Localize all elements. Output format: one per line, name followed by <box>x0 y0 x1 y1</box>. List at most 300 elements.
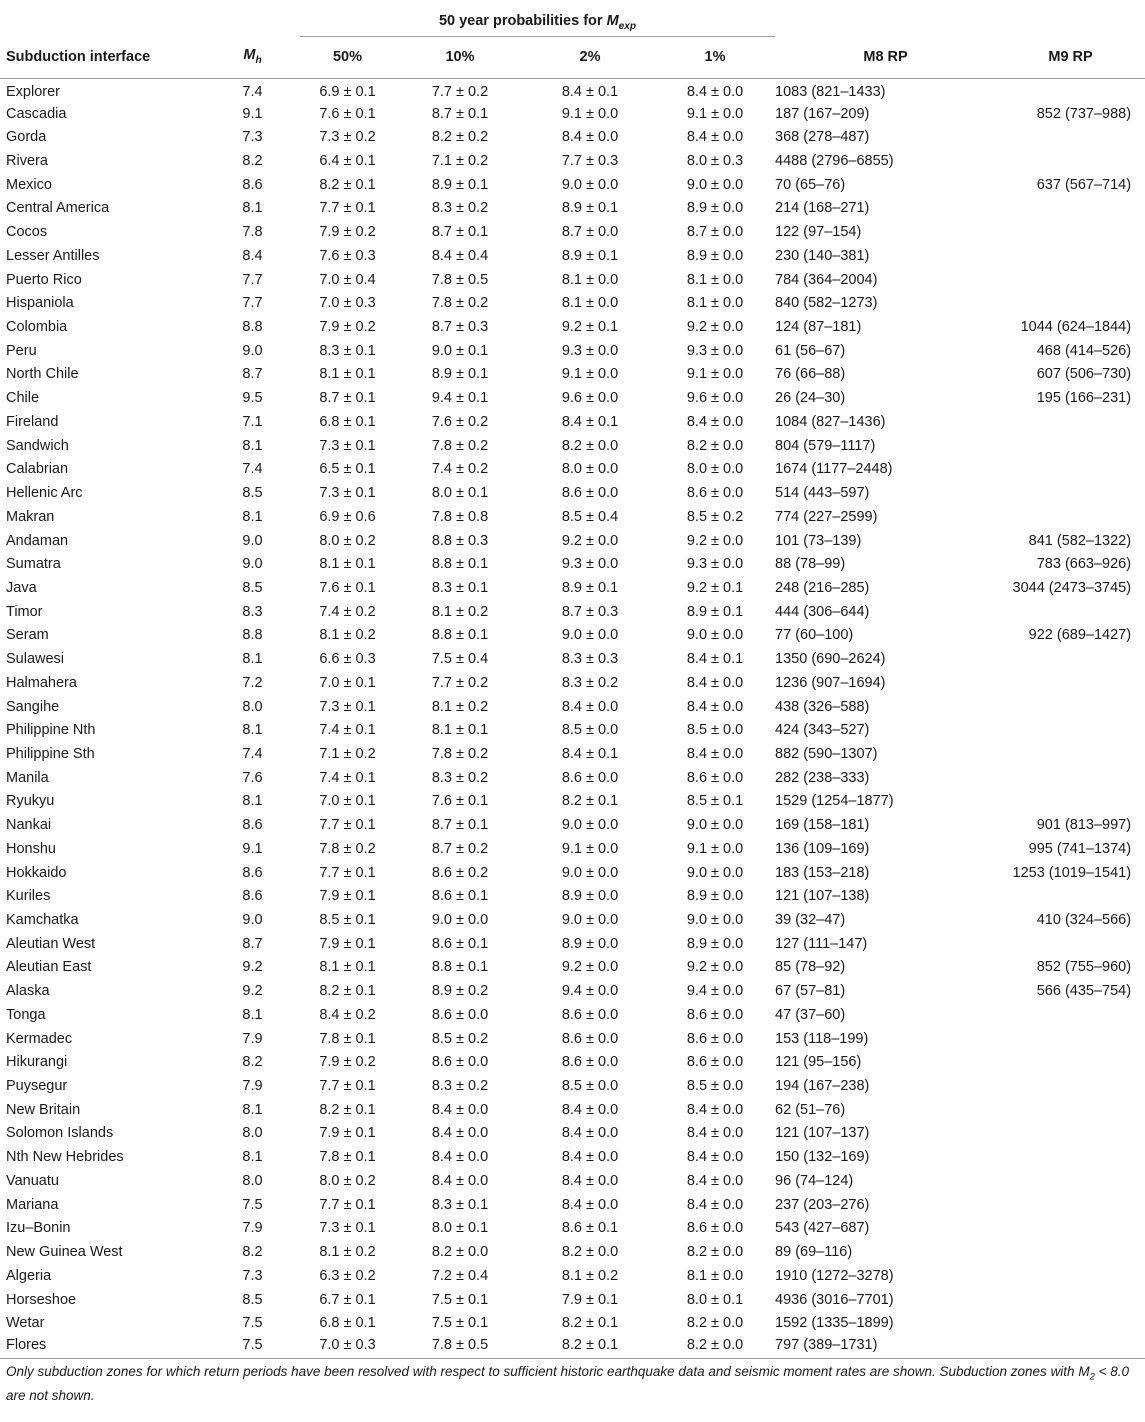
cell-m8-rp: 121 (107–138) <box>775 888 870 905</box>
cell-p2 <box>525 291 655 315</box>
cell-p50 <box>300 884 395 908</box>
cell-p10 <box>395 908 525 932</box>
cell-p1 <box>655 78 775 102</box>
cell-p50 <box>300 1264 395 1288</box>
col-header-p10: 10% <box>395 36 525 78</box>
plus-minus: ± <box>586 793 594 810</box>
value: 8.4 <box>431 1101 453 1118</box>
table-row <box>0 125 1145 149</box>
plus-minus: ± <box>343 532 352 549</box>
uncertainty: 0.0 <box>597 1125 619 1142</box>
plus-minus: ± <box>343 390 352 407</box>
cell-p2 <box>525 1145 655 1169</box>
uncertainty: 0.1 <box>355 1196 376 1213</box>
plus-minus: ± <box>586 674 594 691</box>
cell-interface: Halmahera <box>6 674 77 691</box>
uncertainty: 0.0 <box>467 1006 489 1023</box>
plus-minus: ± <box>343 366 352 383</box>
uncertainty: 0.0 <box>597 390 619 407</box>
plus-minus: ± <box>711 176 719 193</box>
cell-p2 <box>525 78 655 102</box>
value: 9.0 <box>561 627 583 644</box>
uncertainty: 0.0 <box>723 840 744 857</box>
table-row <box>0 766 1145 790</box>
plus-minus: ± <box>586 769 594 786</box>
cell-p10 <box>395 1122 525 1146</box>
value: 7.2 <box>431 1267 453 1284</box>
value: 8.0 <box>686 461 708 478</box>
plus-minus: ± <box>586 840 594 857</box>
uncertainty: 0.2 <box>597 674 619 691</box>
uncertainty: 0.0 <box>723 105 744 122</box>
plus-minus: ± <box>711 342 719 359</box>
plus-minus: ± <box>343 1101 352 1118</box>
table-row <box>0 102 1145 126</box>
value: 7.8 <box>319 840 340 857</box>
plus-minus: ± <box>343 508 352 525</box>
cell-p50 <box>300 529 395 553</box>
plus-minus: ± <box>343 342 352 359</box>
table-row <box>0 434 1145 458</box>
table-row <box>0 790 1145 814</box>
cell-p10 <box>395 552 525 576</box>
table-row <box>0 1122 1145 1146</box>
uncertainty: 0.0 <box>597 1196 619 1213</box>
plus-minus: ± <box>586 864 594 881</box>
cell-m8-rp: 1236 (907–1694) <box>775 674 886 691</box>
value: 8.5 <box>686 508 708 525</box>
uncertainty: 0.2 <box>467 674 489 691</box>
table-row <box>0 197 1145 221</box>
cell-p2 <box>525 908 655 932</box>
plus-minus: ± <box>586 722 594 739</box>
uncertainty: 0.2 <box>355 1172 376 1189</box>
cell-p10 <box>395 1217 525 1241</box>
uncertainty: 0.1 <box>355 413 376 430</box>
cell-p50 <box>300 1098 395 1122</box>
cell-m9-rp <box>995 244 1145 268</box>
plus-minus: ± <box>456 627 464 644</box>
value: 7.9 <box>319 1054 340 1071</box>
plus-minus: ± <box>456 912 464 929</box>
uncertainty: 0.0 <box>723 319 744 336</box>
plus-minus: ± <box>711 295 719 312</box>
plus-minus: ± <box>456 105 464 122</box>
value: 6.9 <box>319 508 340 525</box>
plus-minus: ± <box>586 1291 594 1308</box>
cell-p1 <box>655 173 775 197</box>
uncertainty: 0.1 <box>355 769 376 786</box>
value: 8.5 <box>561 722 583 739</box>
cell-p50 <box>300 1193 395 1217</box>
cell-p2 <box>525 600 655 624</box>
table-row <box>0 315 1145 339</box>
plus-minus: ± <box>343 224 352 241</box>
cell-interface: Sangihe <box>6 698 60 715</box>
plus-minus: ± <box>586 1315 594 1332</box>
uncertainty: 0.1 <box>355 935 376 952</box>
value: 8.8 <box>431 627 453 644</box>
cell-p2 <box>525 125 655 149</box>
value: 8.7 <box>561 603 583 620</box>
cell-p50 <box>300 1288 395 1312</box>
cell-m9-rp: 468 (414–526) <box>1036 342 1132 359</box>
cell-p50 <box>300 647 395 671</box>
plus-minus: ± <box>711 1196 719 1213</box>
uncertainty: 0.1 <box>467 176 489 193</box>
cell-p10 <box>395 600 525 624</box>
value: 7.0 <box>319 1336 340 1353</box>
table-row <box>0 1193 1145 1217</box>
cell-mh: 8.1 <box>242 437 263 454</box>
cell-interface: North Chile <box>6 366 79 383</box>
uncertainty: 0.0 <box>723 769 744 786</box>
uncertainty: 0.1 <box>355 912 376 929</box>
cell-m8-rp: 77 (60–100) <box>775 627 854 644</box>
uncertainty: 0.4 <box>597 508 619 525</box>
cell-p1 <box>655 1311 775 1335</box>
value: 8.9 <box>431 176 453 193</box>
plus-minus: ± <box>711 1291 719 1308</box>
plus-minus: ± <box>456 437 464 454</box>
uncertainty: 0.1 <box>597 793 619 810</box>
cell-p10 <box>395 695 525 719</box>
value: 9.0 <box>686 627 708 644</box>
uncertainty: 0.0 <box>723 959 744 976</box>
cell-mh: 7.4 <box>242 84 263 101</box>
value: 7.9 <box>319 319 340 336</box>
value: 8.7 <box>561 224 583 241</box>
plus-minus: ± <box>343 817 352 834</box>
uncertainty: 0.1 <box>355 461 376 478</box>
value: 8.4 <box>686 84 708 101</box>
cell-m9-rp <box>995 1145 1145 1169</box>
uncertainty: 0.0 <box>597 959 619 976</box>
cell-m9-rp <box>995 1003 1145 1027</box>
uncertainty: 0.0 <box>597 532 619 549</box>
uncertainty: 0.3 <box>597 651 619 668</box>
value: 8.4 <box>686 745 708 762</box>
plus-minus: ± <box>343 200 352 217</box>
table-row <box>0 1003 1145 1027</box>
group-header-symbol-sub: exp <box>618 20 637 32</box>
cell-m9-rp <box>995 671 1145 695</box>
uncertainty: 0.2 <box>467 153 489 170</box>
uncertainty: 0.0 <box>467 1125 489 1142</box>
value: 7.5 <box>431 1291 453 1308</box>
value: 9.3 <box>686 556 708 573</box>
uncertainty: 0.1 <box>467 817 489 834</box>
cell-m8-rp: 1083 (821–1433) <box>775 84 886 101</box>
table-row <box>0 1098 1145 1122</box>
cell-interface: Vanuatu <box>6 1172 59 1189</box>
cell-interface: Nankai <box>6 817 52 834</box>
value: 8.5 <box>431 1030 453 1047</box>
cell-interface: Puerto Rico <box>6 271 82 288</box>
cell-p1 <box>655 1240 775 1264</box>
cell-m9-rp <box>995 197 1145 221</box>
uncertainty: 0.8 <box>467 508 489 525</box>
cell-interface: Hikurangi <box>6 1054 68 1071</box>
value: 8.5 <box>319 912 340 929</box>
plus-minus: ± <box>456 295 464 312</box>
uncertainty: 0.1 <box>723 651 744 668</box>
cell-m9-rp <box>995 1050 1145 1074</box>
cell-mh: 8.1 <box>242 722 263 739</box>
value: 6.4 <box>319 153 340 170</box>
uncertainty: 0.1 <box>467 342 489 359</box>
plus-minus: ± <box>586 153 594 170</box>
cell-m8-rp: 797 (389–1731) <box>775 1335 995 1359</box>
value: 8.0 <box>431 485 453 502</box>
value: 8.6 <box>561 1006 583 1023</box>
cell-p50 <box>300 956 395 980</box>
cell-p10 <box>395 268 525 292</box>
uncertainty: 0.0 <box>723 1315 744 1332</box>
cell-p1 <box>655 102 775 126</box>
uncertainty: 0.2 <box>355 745 376 762</box>
cell-m9-rp <box>995 695 1145 719</box>
cell-m8-rp: 1592 (1335–1899) <box>775 1315 894 1332</box>
uncertainty: 0.2 <box>355 627 376 644</box>
plus-minus: ± <box>456 1006 464 1023</box>
uncertainty: 0.1 <box>355 153 376 170</box>
cell-p1 <box>655 1335 775 1359</box>
cell-p50 <box>300 695 395 719</box>
cell-p50 <box>300 458 395 482</box>
cell-mh: 8.1 <box>242 793 263 810</box>
plus-minus: ± <box>711 698 719 715</box>
cell-p10 <box>395 386 525 410</box>
cell-p10 <box>395 742 525 766</box>
uncertainty: 0.3 <box>355 247 376 264</box>
cell-p50 <box>300 742 395 766</box>
uncertainty: 0.2 <box>467 413 489 430</box>
table-row <box>0 1288 1145 1312</box>
value: 7.9 <box>561 1291 583 1308</box>
uncertainty: 0.0 <box>597 817 619 834</box>
cell-interface: Peru <box>6 342 37 359</box>
value: 9.3 <box>561 556 583 573</box>
plus-minus: ± <box>586 437 594 454</box>
plus-minus: ± <box>456 1030 464 1047</box>
cell-p1 <box>655 458 775 482</box>
plus-minus: ± <box>456 1196 464 1213</box>
plus-minus: ± <box>343 1267 352 1284</box>
plus-minus: ± <box>711 817 719 834</box>
table-row <box>0 268 1145 292</box>
plus-minus: ± <box>343 556 352 573</box>
value: 9.3 <box>686 342 708 359</box>
cell-interface: Wetar <box>6 1315 45 1332</box>
cell-interface: Aleutian West <box>6 935 96 952</box>
cell-p10 <box>395 244 525 268</box>
cell-interface: New Britain <box>6 1101 81 1118</box>
uncertainty: 0.2 <box>467 461 489 478</box>
plus-minus: ± <box>343 295 352 312</box>
table-row <box>0 505 1145 529</box>
uncertainty: 0.2 <box>467 840 489 857</box>
cell-p1 <box>655 671 775 695</box>
cell-mh: 8.1 <box>242 1006 263 1023</box>
cell-p50 <box>300 339 395 363</box>
value: 8.4 <box>561 129 583 146</box>
value: 8.4 <box>686 1101 708 1118</box>
cell-mh: 8.1 <box>242 1101 263 1118</box>
value: 8.6 <box>686 1030 708 1047</box>
cell-p1 <box>655 861 775 885</box>
uncertainty: 0.1 <box>467 888 489 905</box>
cell-p10 <box>395 505 525 529</box>
value: 8.4 <box>561 1149 583 1166</box>
cell-mh: 8.6 <box>242 864 263 881</box>
cell-p2 <box>525 861 655 885</box>
value: 8.4 <box>319 1006 340 1023</box>
plus-minus: ± <box>711 461 719 478</box>
cell-p1 <box>655 908 775 932</box>
value: 8.2 <box>686 437 708 454</box>
uncertainty: 0.1 <box>355 342 376 359</box>
value: 8.7 <box>431 224 453 241</box>
uncertainty: 0.1 <box>467 1291 489 1308</box>
cell-p50 <box>300 979 395 1003</box>
table-row <box>0 244 1145 268</box>
cell-p1 <box>655 410 775 434</box>
uncertainty: 0.0 <box>723 247 744 264</box>
table-row <box>0 481 1145 505</box>
value: 7.7 <box>319 1078 340 1095</box>
value: 8.4 <box>431 247 453 264</box>
uncertainty: 0.2 <box>597 1267 619 1284</box>
value: 8.6 <box>431 1054 453 1071</box>
value: 9.1 <box>561 840 583 857</box>
value: 9.4 <box>561 983 583 1000</box>
plus-minus: ± <box>586 1054 594 1071</box>
plus-minus: ± <box>343 485 352 502</box>
cell-p50 <box>300 102 395 126</box>
plus-minus: ± <box>586 366 594 383</box>
plus-minus: ± <box>456 1315 464 1332</box>
uncertainty: 0.1 <box>355 1078 376 1095</box>
value: 8.6 <box>431 935 453 952</box>
plus-minus: ± <box>456 153 464 170</box>
group-header-row <box>0 0 1145 36</box>
col-header-p1: 1% <box>655 36 775 78</box>
plus-minus: ± <box>456 769 464 786</box>
cell-mh: 8.1 <box>242 508 263 525</box>
cell-m8-rp: 282 (238–333) <box>775 769 870 786</box>
cell-m9-rp <box>995 1311 1145 1335</box>
uncertainty: 0.1 <box>355 817 376 834</box>
plus-minus: ± <box>711 1149 719 1166</box>
uncertainty: 0.1 <box>355 1220 376 1237</box>
cell-p10 <box>395 78 525 102</box>
cell-m8-rp: 169 (158–181) <box>775 817 870 834</box>
value: 8.9 <box>431 983 453 1000</box>
cell-p1 <box>655 742 775 766</box>
cell-p2 <box>525 884 655 908</box>
value: 8.9 <box>686 603 708 620</box>
uncertainty: 0.1 <box>723 1291 744 1308</box>
value: 8.3 <box>431 1078 453 1095</box>
plus-minus: ± <box>586 1267 594 1284</box>
value: 8.4 <box>561 1196 583 1213</box>
cell-m8-rp: 1084 (827–1436) <box>775 413 886 430</box>
plus-minus: ± <box>586 1101 594 1118</box>
plus-minus: ± <box>711 1030 719 1047</box>
uncertainty: 0.2 <box>467 437 489 454</box>
cell-interface: Alaska <box>6 983 50 1000</box>
cell-m8-rp: 774 (227–2599) <box>775 508 878 525</box>
cell-p2 <box>525 1169 655 1193</box>
value: 8.4 <box>431 1149 453 1166</box>
plus-minus: ± <box>586 1336 594 1353</box>
uncertainty: 0.0 <box>597 342 619 359</box>
cell-p10 <box>395 647 525 671</box>
cell-p10 <box>395 790 525 814</box>
uncertainty: 0.1 <box>467 627 489 644</box>
value: 7.8 <box>431 745 453 762</box>
table-row <box>0 671 1145 695</box>
table-row <box>0 1169 1145 1193</box>
value: 7.9 <box>319 1125 340 1142</box>
uncertainty: 0.1 <box>467 1196 489 1213</box>
value: 8.9 <box>561 200 583 217</box>
value: 7.7 <box>319 864 340 881</box>
plus-minus: ± <box>586 129 594 146</box>
value: 8.4 <box>686 674 708 691</box>
cell-p2 <box>525 1264 655 1288</box>
cell-interface: Solomon Islands <box>6 1125 114 1142</box>
cell-mh: 7.6 <box>242 769 263 786</box>
cell-interface: Ryukyu <box>6 793 55 810</box>
value: 8.9 <box>686 200 708 217</box>
uncertainty: 0.3 <box>723 153 744 170</box>
uncertainty: 0.0 <box>723 461 744 478</box>
plus-minus: ± <box>343 247 352 264</box>
value: 9.6 <box>686 390 708 407</box>
cell-m9-rp: 922 (689–1427) <box>1028 627 1132 644</box>
uncertainty: 0.2 <box>355 319 376 336</box>
plus-minus: ± <box>343 1244 352 1261</box>
cell-m8-rp: 804 (579–1117) <box>775 437 876 454</box>
cell-m9-rp <box>995 1217 1145 1241</box>
cell-interface: Mariana <box>6 1196 59 1213</box>
uncertainty: 0.0 <box>597 485 619 502</box>
cell-interface: Gorda <box>6 129 47 146</box>
cell-p50 <box>300 671 395 695</box>
value: 9.6 <box>561 390 583 407</box>
cell-p10 <box>395 434 525 458</box>
cell-p50 <box>300 624 395 648</box>
cell-m8-rp: 1910 (1272–3278) <box>775 1267 894 1284</box>
table-row <box>0 1027 1145 1051</box>
cell-m9-rp <box>995 884 1145 908</box>
uncertainty: 0.0 <box>723 1267 744 1284</box>
value: 7.9 <box>319 888 340 905</box>
plus-minus: ± <box>456 793 464 810</box>
uncertainty: 0.0 <box>723 817 744 834</box>
plus-minus: ± <box>456 247 464 264</box>
value: 8.1 <box>319 366 340 383</box>
plus-minus: ± <box>456 674 464 691</box>
cell-p50 <box>300 481 395 505</box>
plus-minus: ± <box>711 437 719 454</box>
value: 8.2 <box>319 1101 340 1118</box>
cell-p2 <box>525 458 655 482</box>
uncertainty: 0.0 <box>597 1149 619 1166</box>
cell-p1 <box>655 434 775 458</box>
